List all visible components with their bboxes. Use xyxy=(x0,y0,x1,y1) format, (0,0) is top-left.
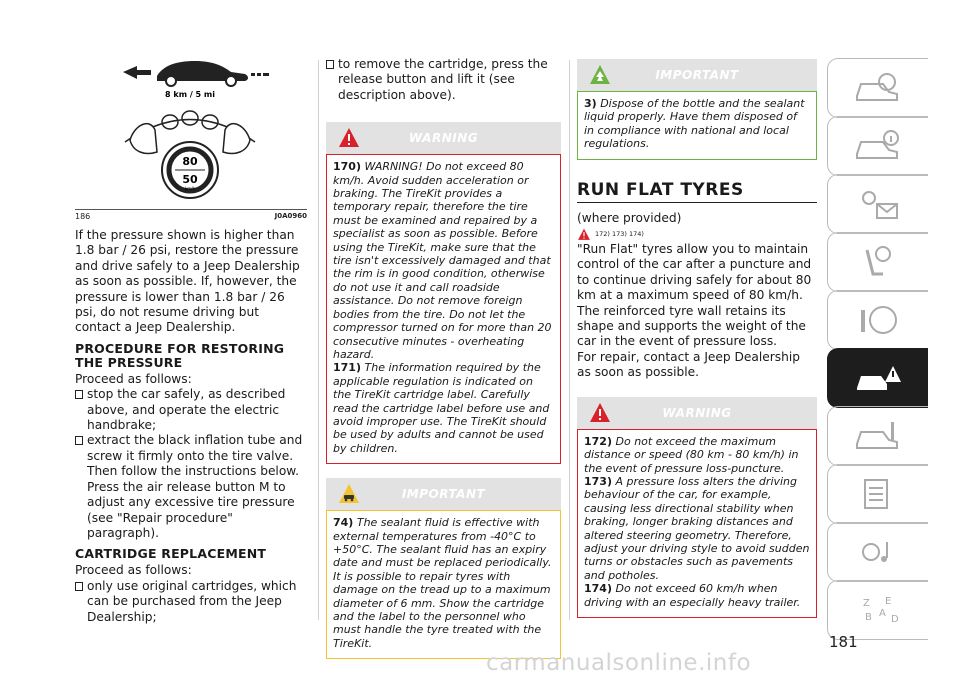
heading-restoring-pressure: PROCEDURE FOR RESTORING THE PRESSURE xyxy=(75,340,285,370)
wrench-car-icon xyxy=(853,418,903,454)
car-silhouette-icon xyxy=(157,61,248,86)
warning-icon xyxy=(577,228,591,241)
important-header xyxy=(577,59,817,91)
bullet-box-icon xyxy=(326,60,334,69)
column-1 xyxy=(75,0,307,625)
svg-text:E: E xyxy=(885,596,892,607)
run-flat-paragraph: "Run Flat" tyres allow you to maintain control of the car after a puncture and to continue driving safely for about 80 km at a maximum speed of 80 km/h. xyxy=(577,242,812,303)
gauge-top-value: 80 xyxy=(182,155,198,168)
bullet-box-icon xyxy=(75,390,83,399)
gauge-unit: km/h xyxy=(184,186,196,191)
warning-header xyxy=(326,122,561,154)
important-title: IMPORTANT xyxy=(401,487,486,502)
tab-warning-lights[interactable] xyxy=(827,174,928,234)
list-item: only use original cartridges, which can be purchased from the Jeep Dealership; xyxy=(75,579,307,625)
tab-multimedia[interactable] xyxy=(827,522,928,582)
warning-item: 172) Do not exceed the maximum distance or speed (80 km - 80 km/h) in the event of pressure loss-puncture. xyxy=(584,434,799,475)
warning-item: 173) A pressure loss alters the driving behaviour of the car, for example, causing less directional stability when braking, longer braking distances and altered steering geometry. Therefore, adjust your driving style to avoid sudden turns or obstacles such as pavements and potholes. xyxy=(584,474,810,582)
car-info-icon xyxy=(853,128,903,164)
list-item: to remove the cartridge, press the release button and lift it (see description above). xyxy=(326,57,561,103)
airbag-seat-icon xyxy=(853,244,903,280)
multimedia-icon xyxy=(853,534,903,570)
important-body xyxy=(577,91,817,160)
run-flat-paragraph: For repair, contact a Jeep Dealership as soon as possible. xyxy=(577,349,800,380)
alphabet-index-icon xyxy=(853,592,903,628)
warning-box xyxy=(577,397,817,618)
tab-in-an-emergency[interactable] xyxy=(827,348,928,408)
where-provided: (where provided) xyxy=(577,210,682,225)
warning-references: 172) 173) 174) xyxy=(595,230,644,239)
tab-dashboard-knowledge[interactable] xyxy=(827,58,928,118)
svg-text:Z: Z xyxy=(863,598,870,609)
list-item: extract the black inflation tube and screw it firmly onto the tire valve. Then follow the instructions below. Press the air release button M to adjust any excessive tire pressure (see "Repair procedure" paragraph). xyxy=(75,433,307,541)
section-title: RUN FLAT TYRES xyxy=(577,180,817,203)
figure-number: 186 xyxy=(75,212,91,221)
important-box xyxy=(326,478,561,659)
gauge-bottom-value: 50 xyxy=(182,173,198,186)
emergency-car-icon xyxy=(853,360,903,396)
tab-car-info[interactable] xyxy=(827,116,928,176)
tab-technical-specs[interactable] xyxy=(827,464,928,524)
watermark: carmanualsonline.info xyxy=(486,650,752,676)
arrow-right-icon xyxy=(251,73,269,76)
bullet-box-icon xyxy=(75,582,83,591)
tire-kit-illustration xyxy=(75,52,307,202)
heading-cartridge-replacement: CARTRIDGE REPLACEMENT xyxy=(75,546,267,562)
steering-wheel-icon xyxy=(853,302,903,338)
warning-title: WARNING xyxy=(408,131,479,146)
warning-item: 170) WARNING! Do not exceed 80 km/h. Avoid sudden acceleration or braking. The TireKit provides a temporary repair, therefore the tire must be examined and repaired by a specialist as soon as possible. Before using the TireKit, make sure that the tire isn't excessively damaged and that the rim is in good condition, otherwise do not use it and call roadside assistance. Do not remove foreign bodies from the tire. Do not let the compressor turned on for more than 20 consecutive minutes - overheating hazard. xyxy=(333,160,552,361)
tab-starting-driving[interactable] xyxy=(827,290,928,350)
warning-body xyxy=(577,429,817,618)
run-flat-paragraph: The reinforced tyre wall retains its shape and supports the weight of the car in the event of pressure loss. xyxy=(577,303,806,349)
tab-safety[interactable] xyxy=(827,232,928,292)
arrow-left-icon xyxy=(123,66,151,79)
warning-header xyxy=(577,397,817,429)
spec-sheet-icon xyxy=(853,476,903,512)
svg-text:D: D xyxy=(891,614,899,625)
figure-186 xyxy=(75,52,307,221)
tab-index[interactable] xyxy=(827,580,928,640)
distance-label: 8 km / 5 mi xyxy=(165,90,215,99)
page-number: 181 xyxy=(829,633,858,651)
list-item: stop the car safely, as described above, and operate the electric handbrake; xyxy=(75,387,307,433)
warning-item: 171) The information required by the applicable regulation is indicated on the TireKit cartridge label. Carefully read the cartridge label before use and avoid improper use. The TireKit should be used by adults and cannot be used by children. xyxy=(333,361,550,455)
intro-cartridge: Proceed as follows: xyxy=(75,563,192,578)
tab-servicing[interactable] xyxy=(827,406,928,466)
important-item: 3) Dispose of the bottle and the sealant liquid properly. Have them disposed of in compliance with national and local regulations. xyxy=(584,97,805,151)
warning-body xyxy=(326,154,561,464)
column-3 xyxy=(577,0,817,618)
figure-caption xyxy=(75,209,307,221)
warning-title: WARNING xyxy=(662,405,732,420)
important-body xyxy=(326,510,561,659)
reference-row xyxy=(577,226,817,242)
intro-restoring: Proceed as follows: xyxy=(75,371,192,386)
important-title: IMPORTANT xyxy=(655,68,739,82)
pressure-paragraph: If the pressure shown is higher than 1.8 bar / 26 psi, restore the pressure and drive safely to a Jeep Dealership as soon as possible. If, however, the pressure is lower than 1.8 bar / 26 psi, do not resume driving but contact a Jeep Dealership. xyxy=(75,228,300,335)
column-divider xyxy=(318,60,319,620)
car-steering-icon xyxy=(853,70,903,106)
column-divider xyxy=(569,60,570,620)
pressure-gauge-icon xyxy=(162,142,218,198)
figure-code: J0A0960 xyxy=(274,212,307,220)
svg-text:A: A xyxy=(879,608,886,619)
important-header xyxy=(326,478,561,510)
important-item: 74) The sealant fluid is effective with external temperatures from -40°C to +50°C. The sealant fluid has an expiry date and must be replaced periodically. It is possible to repair tyres with damage on the tread up to a maximum diameter of 6 mm. Show the cartridge and the label to the personnel who must handle the tyre treated with the TireKit. xyxy=(333,516,552,650)
svg-text:B: B xyxy=(865,612,872,623)
warning-item: 174) Do not exceed 60 km/h when driving with an especially heavy trailer. xyxy=(584,582,801,609)
bullet-box-icon xyxy=(75,436,83,445)
warning-box xyxy=(326,122,561,464)
column-2 xyxy=(326,0,561,659)
important-env-box xyxy=(577,59,817,160)
light-message-icon xyxy=(853,186,903,222)
